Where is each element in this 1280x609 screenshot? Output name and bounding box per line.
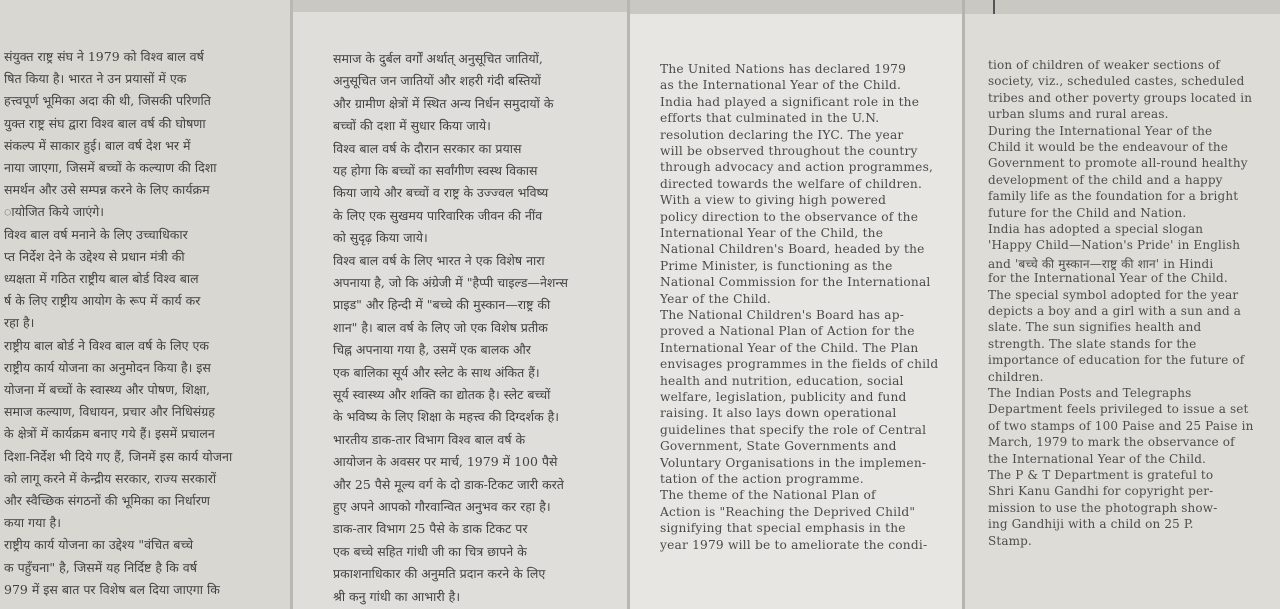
text-line: के क्षेत्रों में कार्यक्रम बनाए गये हैं। इसमें प्रचालन (4, 426, 215, 442)
text-line: र्ष के लिए राष्ट्रीय आयोग के रूप में कार्य कर (4, 293, 201, 309)
text-line: संकल्प में साकार हुई। बाल वर्ष देश भर में (4, 137, 191, 153)
text-line: future for the Child and Nation. (988, 205, 1187, 220)
text-line: The National Children's Board has ap- (660, 308, 905, 322)
text-line: resolution declaring the IYC. The year (660, 127, 904, 142)
text-line: slate. The sun signifies health and (988, 320, 1202, 335)
text-line: को सुदृढ़ किया जाये। (333, 230, 428, 246)
text-line: of two stamps of 100 Paise and 25 Paise in (988, 418, 1254, 433)
text-line: यह होगा कि बच्चों का सर्वांगीण स्वस्थ विकास (333, 163, 538, 178)
text-line: भारतीय डाक-तार विभाग विश्व बाल वर्ष के (333, 431, 526, 447)
text-line: 'Happy Child—Nation's Pride' in English (988, 238, 1241, 253)
text-line: strength. The slate stands for the (988, 336, 1197, 351)
text-line: चिह्न अपनाया गया है, उसमें एक बालक और (333, 342, 531, 358)
text-line: समाज के दुर्बल वर्गों अर्थात् अनुसूचित जातियों, (333, 51, 543, 66)
text-line: National Commission for the International (660, 275, 931, 290)
text-line: राष्ट्रीय कार्य योजना का उद्देश्य "वंचित बच्चे (4, 537, 194, 553)
text-line: The United Nations has declared 1979 (660, 62, 907, 76)
text-line: family life as the foundation for a bright (988, 189, 1239, 204)
text-line: रहा है। (4, 315, 35, 331)
text-line: directed towards the welfare of children. (660, 176, 923, 191)
text-line: प्त निर्देश देने के उद्देश्य से प्रधान मंत्री की (4, 248, 185, 264)
text-line: urban slums and rural areas. (988, 107, 1169, 122)
text-line: International Year of the Child. The Plan (660, 340, 919, 355)
text-line: children. (988, 369, 1044, 384)
text-line: सूर्य स्वास्थ्य और शक्ति का द्योतक है। स्लेट बच्चों (333, 387, 551, 402)
text-line: welfare, legislation, publicity and fund (660, 390, 907, 404)
text-line: Year of the Child. (660, 291, 771, 306)
text-line: year 1979 will be to ameliorate the condi- (660, 537, 928, 552)
hindi-text-panel-right (293, 12, 627, 609)
english-text-panel-left (630, 14, 962, 609)
text-line: The Indian Posts and Telegraphs (988, 386, 1192, 400)
text-line: importance of education for the future of (988, 353, 1245, 368)
text-line: Department feels privileged to issue a set (988, 402, 1249, 417)
text-line: Action is "Reaching the Deprived Child" (660, 504, 916, 519)
text-line: योजना में बच्चों के स्वास्थ्य और पोषण, शिक्षा, (4, 382, 210, 397)
text-line: अनुसूचित जन जातियों और शहरी गंदी बस्तियों (333, 73, 541, 89)
text-line: Voluntary Organisations in the implemen- (660, 455, 927, 470)
text-line: The theme of the National Plan of (660, 488, 876, 503)
text-line: efforts that culminated in the U.N. (660, 111, 880, 126)
text-line: Government to promote all-round healthy (988, 156, 1248, 171)
text-line: Child it would be the endeavour of the (988, 140, 1229, 154)
text-line: health and nutrition, education, social (660, 373, 904, 388)
pen-mark (993, 0, 995, 14)
text-line: शान" है। बाल वर्ष के लिए जो एक विशेष प्रतीक (333, 319, 548, 335)
text-line: development of the child and a happy (988, 172, 1223, 187)
text-line: और ग्रामीण क्षेत्रों में स्थित अन्य निर्धन समुदायों के (333, 95, 554, 111)
text-line: प्रकाशनाधिकार की अनुमति प्रदान करने के लिए (333, 566, 546, 582)
text-line: बच्चों की दशा में सुधार किया जाये। (333, 118, 491, 134)
text-line: The P & T Department is grateful to (988, 468, 1214, 482)
hindi-text-panel-left (0, 0, 290, 609)
text-line: With a view to giving high powered (660, 193, 887, 208)
text-line: को लागू करने में केन्द्रीय सरकार, राज्य सरकारों (4, 470, 217, 486)
text-line: the International Year of the Child. (988, 451, 1207, 466)
text-line: और 25 पैसे मूल्य वर्ग के दो डाक-टिकट जारी करते (333, 476, 564, 492)
text-line: संयुक्त राष्ट्र संघ ने 1979 को विश्व बाल वर्ष (4, 49, 204, 64)
text-line: किया जाये और बच्चों व राष्ट्र के उज्ज्वल भविष्य (333, 185, 549, 201)
text-line: विश्व बाल वर्ष मनाने के लिए उच्चाधिकार (4, 226, 188, 242)
text-line: समाज कल्याण, विधायन, प्रचार और निधिसंग्रह (4, 404, 215, 420)
text-line: विश्व बाल वर्ष के दौरान सरकार का प्रयास (333, 140, 522, 156)
text-line: नाया जाएगा, जिसमें बच्चों के कल्याण की दिशा (4, 160, 217, 175)
text-line: प्राइड" और हिन्दी में "बच्चे की मुस्कान—राष्ट्र की (333, 297, 551, 313)
text-line: Stamp. (988, 533, 1032, 548)
text-line: अपनाया है, जो कि अंग्रेजी में "हैप्पी चाइल्ड—नेशन्स (333, 275, 568, 290)
text-line: proved a National Plan of Action for the (660, 324, 915, 339)
text-line: Shri Kanu Gandhi for copyright per- (988, 484, 1214, 499)
text-line: डाक-तार विभाग 25 पैसे के डाक टिकट पर (333, 521, 528, 537)
text-line: policy direction to the observance of the (660, 209, 919, 224)
text-line: एक बालिका सूर्य और स्लेट के साथ अंकित हैं। (333, 364, 540, 380)
text-line: ायोजित किये जाएंगे। (4, 204, 105, 220)
text-line: एक बच्चे सहित गांधी जी का चित्र छापने के (333, 543, 527, 559)
text-line: March, 1979 to mark the observance of (988, 435, 1235, 450)
text-line: depicts a boy and a girl with a sun and a (988, 304, 1242, 318)
text-line: Prime Minister, is functioning as the (660, 258, 893, 273)
text-line: ध्यक्षता में गठित राष्ट्रीय बाल बोर्ड विश्व बाल (4, 271, 199, 286)
text-line: tribes and other poverty groups located in (988, 90, 1253, 105)
text-line: International Year of the Child, the (660, 226, 884, 240)
text-line: through advocacy and action programmes, (660, 160, 934, 175)
text-line: कया गया है। (4, 515, 61, 531)
text-line: और स्वैच्छिक संगठनों की भूमिका का निर्धारण (4, 493, 210, 508)
text-line: tation of the action programme. (660, 472, 864, 486)
text-line: society, viz., scheduled castes, scheduled (988, 74, 1245, 89)
text-line: guidelines that specify the role of Central (660, 422, 927, 437)
text-line: for the International Year of the Child. (988, 271, 1228, 286)
text-line: as the International Year of the Child. (660, 78, 902, 93)
text-line: के भविष्य के लिए शिक्षा के महत्त्व की दिग्दर्शक है। (333, 409, 560, 425)
text-line: signifying that special emphasis in the (660, 521, 906, 536)
text-line: दिशा-निर्देश भी दिये गए हैं, जिनमें इस कार्य योजना (4, 448, 233, 464)
text-line: श्री कनु गांधी का आभारी है। (333, 588, 461, 604)
text-line: India had played a significant role in the (660, 94, 920, 109)
text-line: India has adopted a special slogan (988, 222, 1204, 236)
text-line: ing Gandhiji with a child on 25 P. (988, 517, 1194, 532)
text-line: राष्ट्रीय कार्य योजना का अनुमोदन किया है। इस (4, 359, 211, 375)
text-line: tion of children of weaker sections of (988, 58, 1220, 72)
text-line: The special symbol adopted for the year (988, 287, 1239, 302)
text-line: National Children's Board, headed by the (660, 242, 925, 257)
text-line: and 'बच्चे की मुस्कान—राष्ट्र की शान' in Hindi (988, 256, 1214, 271)
text-line: समर्थन और उसे सम्पन्न करने के लिए कार्यक्रम (4, 182, 210, 198)
text-line: raising. It also lays down operational (660, 406, 897, 421)
text-line: आयोजन के अवसर पर मार्च, 1979 में 100 पैसे (333, 454, 558, 470)
text-line: क पहुँचना" है, जिसमें यह निर्दिष्ट है कि वर्ष (4, 559, 197, 575)
text-line: envisages programmes in the fields of child (660, 357, 939, 372)
text-line: Government, State Governments and (660, 439, 897, 454)
text-line: 979 में इस बात पर विशेष बल दिया जाएगा कि (4, 581, 220, 597)
text-line: During the International Year of the (988, 123, 1213, 138)
text-line: हत्त्वपूर्ण भूमिका अदा की थी, जिसकी परिणति (4, 93, 211, 109)
text-line: mission to use the photograph show- (988, 500, 1218, 515)
english-text-panel-right (965, 14, 1280, 609)
text-line: के लिए एक सुखमय पारिवारिक जीवन की नींव (333, 207, 543, 223)
text-line: will be observed throughout the country (660, 144, 918, 158)
text-line: विश्व बाल वर्ष के लिए भारत ने एक विशेष नारा (333, 252, 545, 268)
text-line: राष्ट्रीय बाल बोर्ड ने विश्व बाल वर्ष के लिए एक (4, 337, 209, 353)
text-line: हुए अपने आपको गौरवान्वित अनुभव कर रहा है। (333, 499, 551, 514)
text-line: युक्त राष्ट्र संघ द्वारा विश्व बाल वर्ष की घोषणा (4, 115, 206, 131)
text-line: षित किया है। भारत ने उन प्रयासों में एक (4, 71, 187, 87)
